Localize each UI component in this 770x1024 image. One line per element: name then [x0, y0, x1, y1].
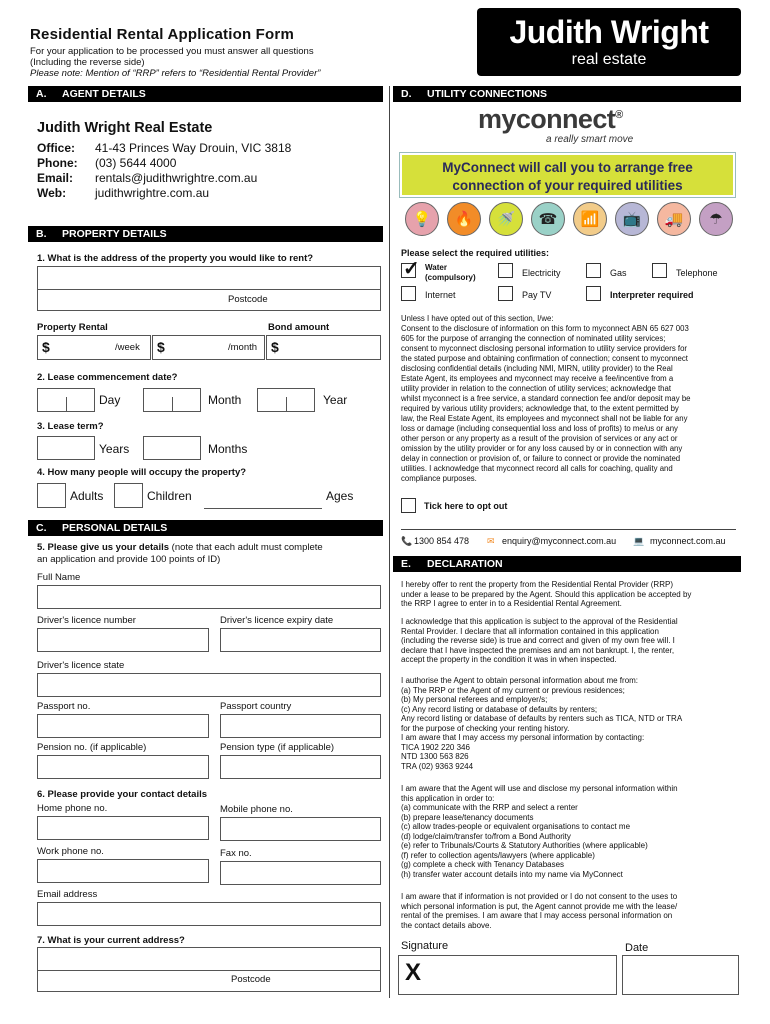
- declaration-p1: [401, 580, 736, 609]
- home-phone-label: Home phone no.: [37, 803, 108, 814]
- declaration-p3: [401, 676, 736, 771]
- licence-no-label: Driver's licence number: [37, 615, 136, 626]
- consent-line: consent to myconnect disclosing personal information to utility service providers for: [401, 344, 688, 353]
- form-title: Residential Rental Application Form: [30, 26, 294, 43]
- flame-icon: 🔥: [447, 202, 481, 236]
- year-input[interactable]: [257, 388, 315, 412]
- declaration-line: for the purpose of checking your renting history.: [401, 723, 570, 733]
- consent-line: utilities. I acknowledge that myconnect record all calls for coaching, quality and: [401, 464, 673, 473]
- water-label: Water (compulsory): [425, 263, 476, 282]
- day-label: Day: [99, 393, 121, 407]
- pension-type-input[interactable]: [220, 755, 381, 779]
- section-letter: E.: [401, 558, 411, 570]
- section-letter: A.: [36, 88, 47, 100]
- interpreter-label: Interpreter required: [610, 290, 694, 300]
- consent-line: loss or damage (including consequential loss and loss of profits) to me/us or any: [401, 424, 678, 433]
- declaration-line: the RRP I agree to enter in to a Residential Rental Agreement.: [401, 599, 622, 608]
- licence-expiry-label: Driver's licence expiry date: [220, 615, 334, 626]
- consent-line: other person or any property as a result of the provision of services or any act or: [401, 434, 678, 443]
- pension-type-label: Pension type (if applicable): [220, 742, 335, 753]
- consent-line: Consent to the disclosure of information on this form to myconnect ABN 65 627 003: [401, 324, 689, 333]
- q6-label: 6. Please provide your contact details: [37, 789, 208, 800]
- interpreter-checkbox[interactable]: [586, 286, 601, 301]
- adults-label: Adults: [70, 489, 104, 503]
- consent-line: the stated purpose and obtaining confirmation of connection; consent to myconnect: [401, 354, 688, 363]
- declaration-line: (h) transfer water account details into my name via MyConnect: [401, 869, 623, 879]
- year-label: Year: [323, 393, 348, 407]
- section-title: UTILITY CONNECTIONS: [427, 88, 547, 100]
- licence-no-input[interactable]: [37, 628, 209, 652]
- declaration-line: (d) lodge/claim/transfer to/from a Bond Authority: [401, 831, 571, 841]
- myconnect-logo: myconnect®: [478, 104, 623, 134]
- postcode-label: Postcode: [231, 974, 271, 985]
- declaration-line: I am aware that the Agent will use and disclose my personal information within: [401, 784, 678, 793]
- declaration-line: under a lease to be prepared by the Agent. Should this application be accepted by: [401, 589, 692, 599]
- section-letter: C.: [36, 522, 47, 534]
- banner-line-2: connection of your required utilities: [452, 178, 683, 193]
- declaration-line: Rental Provider. I declare that all information contained in this application: [401, 626, 659, 636]
- q1-label: 1. What is the address of the property you would like to rent?: [37, 253, 314, 264]
- signature-input[interactable]: [398, 955, 617, 995]
- laptop-icon: 💻: [633, 536, 645, 546]
- dollar-sign: $: [271, 339, 279, 355]
- ages-line[interactable]: [204, 508, 322, 509]
- section-d-header: [393, 86, 741, 102]
- date-label: Date: [625, 942, 649, 954]
- declaration-line: (including the reverse side) is true and correct and given of my own free will. I: [401, 636, 675, 645]
- property-address-input[interactable]: [37, 266, 381, 311]
- declaration-line: (a) The RRP or the Agent of my current or previous residences;: [401, 685, 625, 695]
- bond-amount-label: Bond amount: [268, 322, 330, 333]
- declaration-line: (c) allow trades-people or equivalent organisations to contact me: [401, 822, 631, 831]
- telephone-checkbox[interactable]: [652, 263, 667, 278]
- consent-line: law, the Real Estate Agent, its employees and myconnect shall not be liable for any: [401, 414, 688, 423]
- ages-label: Ages: [326, 489, 354, 503]
- fax-input[interactable]: [220, 861, 381, 885]
- section-title: PROPERTY DETAILS: [62, 228, 167, 240]
- declaration-line: I acknowledge that this application is subject to the approval of the Residential: [401, 617, 678, 626]
- work-phone-label: Work phone no.: [37, 846, 104, 857]
- declaration-line: TICA 1902 220 346: [401, 742, 470, 752]
- declaration-p4: [401, 784, 736, 879]
- consent-line: Unless I have opted out of this section, I/we:: [401, 314, 554, 323]
- declaration-p5: [401, 892, 736, 930]
- passport-no-input[interactable]: [37, 714, 209, 738]
- declaration-p2: [401, 617, 736, 665]
- declaration-line: (e) refer to Tribunals/Courts & Statutory Authorities (where applicable): [401, 841, 648, 850]
- section-title: AGENT DETAILS: [62, 88, 146, 100]
- shower-icon: 🚿: [489, 202, 523, 236]
- declaration-line: the contact details above.: [401, 920, 492, 930]
- declaration-line: accept the property in the condition it was in when inspected.: [401, 655, 617, 664]
- paytv-checkbox[interactable]: [498, 286, 513, 301]
- agent-phone: Phone: (03) 5644 4000: [37, 156, 177, 170]
- q2-label: 2. Lease commencement date?: [37, 372, 178, 383]
- truck-icon: 🚚: [657, 202, 691, 236]
- dollar-sign: $: [42, 339, 50, 355]
- full-name-input[interactable]: [37, 585, 381, 609]
- internet-checkbox[interactable]: [401, 286, 416, 301]
- day-input[interactable]: [37, 388, 95, 412]
- month-label: Month: [208, 393, 242, 407]
- q7-label: 7. What is your current address?: [37, 935, 185, 946]
- select-utilities-label: Please select the required utilities:: [401, 248, 550, 258]
- optout-checkbox[interactable]: [401, 498, 416, 513]
- column-divider: [389, 86, 390, 998]
- consent-line: delay in connection or provision of, or failure to connect or provide the nominated: [401, 454, 681, 463]
- passport-country-input[interactable]: [220, 714, 381, 738]
- internet-label: Internet: [425, 290, 456, 300]
- declaration-line: (c) Any record listing or database of defaults by renters;: [401, 704, 598, 714]
- envelope-icon: ✉: [487, 536, 495, 546]
- consent-line: disclosing confidential details (including NMI, MIRN, utility provider) to the Real: [401, 364, 673, 373]
- divider: [401, 529, 736, 530]
- q3-label: 3. Lease term?: [37, 421, 104, 432]
- passport-no-label: Passport no.: [37, 701, 91, 712]
- section-e-header: [393, 556, 741, 572]
- email-input[interactable]: [37, 902, 381, 926]
- declaration-line: (f) refer to collection agents/lawyers (where applicable): [401, 850, 595, 860]
- consent-line: compliance purposes.: [401, 474, 477, 483]
- monthly-rent-input[interactable]: [152, 335, 265, 360]
- consent-line: utility provider in relation to the connection of utility services; acknowledge that: [401, 384, 672, 393]
- declaration-line: which personal information is put, the Agent cannot provide me with the lease/: [401, 901, 678, 911]
- rrp-note: Please note: Mention of “RRP” refers to “Residential Rental Provider”: [30, 68, 321, 79]
- agent-office: Office: 41-43 Princes Way Drouin, VIC 3818: [37, 141, 292, 155]
- lease-years-input[interactable]: [37, 436, 95, 460]
- section-title: DECLARATION: [427, 558, 503, 570]
- mc-email: enquiry@myconnect.com.au: [502, 536, 617, 546]
- property-rental-label: Property Rental: [37, 322, 108, 333]
- optout-label: Tick here to opt out: [424, 501, 508, 511]
- licence-expiry-input[interactable]: [220, 628, 381, 652]
- declaration-line: (b) My personal referees and employer/s;: [401, 695, 548, 704]
- phone-icon: ☎: [531, 202, 565, 236]
- consent-text: [401, 314, 736, 484]
- years-label: Years: [99, 442, 130, 456]
- logo-main-text: Judith Wright: [509, 14, 709, 50]
- q5-label: 5. Please give us your details (note that each adult must complete an application and provide 100 points of ID): [37, 542, 323, 565]
- per-month-label: /month: [228, 342, 258, 353]
- gas-label: Gas: [610, 268, 627, 278]
- q4-label: 4. How many people will occupy the property?: [37, 467, 247, 478]
- postcode-label: Postcode: [228, 294, 268, 305]
- home-phone-input[interactable]: [37, 816, 209, 840]
- current-address-input[interactable]: [37, 947, 381, 992]
- section-letter: B.: [36, 228, 47, 240]
- passport-country-label: Passport country: [220, 701, 292, 712]
- declaration-line: declare that I have inspected the premises and am not bankrupt. I, the renter,: [401, 645, 675, 655]
- checkmark-icon: ✓: [403, 258, 420, 280]
- section-a-header: [28, 86, 383, 102]
- declaration-line: rental of the premises. I am aware that I may access personal information on: [401, 911, 673, 920]
- tv-icon: 📺: [615, 202, 649, 236]
- signature-label: Signature: [401, 940, 449, 952]
- myconnect-tagline: a really smart move: [546, 134, 634, 145]
- electricity-label: Electricity: [522, 268, 561, 278]
- licence-state-label: Driver's licence state: [37, 660, 125, 671]
- agent-web: Web: judithwrightre.com.au: [37, 186, 210, 200]
- months-label: Months: [208, 442, 248, 456]
- declaration-line: (g) complete a check with Tenancy Databases: [401, 860, 565, 869]
- phone-icon: 📞: [401, 536, 413, 546]
- consent-line: required by various utility providers; acknowledge that, to the extent permitted by: [401, 404, 679, 413]
- full-name-label: Full Name: [37, 572, 81, 583]
- licence-state-input[interactable]: [37, 673, 381, 697]
- telephone-label: Telephone: [676, 268, 718, 278]
- month-input[interactable]: [143, 388, 201, 412]
- consent-line: 605 for the purpose of arranging the connection of nominated utility services;: [401, 334, 666, 343]
- banner-line-1: MyConnect will call you to arrange free: [442, 160, 693, 175]
- work-phone-input[interactable]: [37, 859, 209, 883]
- electricity-checkbox[interactable]: [498, 263, 513, 278]
- declaration-line: I authorise the Agent to obtain personal information about me from:: [401, 676, 639, 685]
- myconnect-banner: [400, 153, 735, 197]
- consent-line: whilst myconnect is a free service, a standard connection fee and/or deposit may be: [401, 394, 691, 403]
- consent-line: omission by the utility provider or for any loss caused by or in connection with any: [401, 444, 683, 453]
- judith-wright-logo: [477, 8, 741, 76]
- declaration-line: (a) communicate with the RRP and select a renter: [401, 803, 578, 812]
- router-icon: 📶: [573, 202, 607, 236]
- mc-web: myconnect.com.au: [650, 536, 726, 546]
- declaration-line: I am aware that I may access my personal information by contacting:: [401, 733, 645, 742]
- weekly-rent-input[interactable]: [37, 335, 151, 360]
- section-c-header: [28, 520, 383, 536]
- declaration-line: Any record listing or database of defaults by renters such as TICA, NTD or TRA: [401, 714, 683, 723]
- declaration-line: this application in order to:: [401, 793, 495, 803]
- dollar-sign: $: [157, 339, 165, 355]
- consent-line: Estate Agent, its employees and myconnect may receive a fee/incentive from a: [401, 374, 674, 383]
- declaration-line: (b) prepare lease/tenancy documents: [401, 812, 534, 822]
- pension-no-label: Pension no. (if applicable): [37, 742, 147, 753]
- section-b-header: [28, 226, 383, 242]
- fax-label: Fax no.: [220, 848, 252, 859]
- agent-email: Email: rentals@judithwrightre.com.au: [37, 171, 258, 185]
- agent-name: Judith Wright Real Estate: [37, 120, 213, 136]
- mobile-phone-input[interactable]: [220, 817, 381, 841]
- children-label: Children: [147, 489, 192, 503]
- declaration-line: NTD 1300 563 826: [401, 752, 469, 761]
- pension-no-input[interactable]: [37, 755, 209, 779]
- gas-checkbox[interactable]: [586, 263, 601, 278]
- paytv-label: Pay TV: [522, 290, 552, 300]
- date-input[interactable]: [622, 955, 739, 995]
- utility-icons: [405, 202, 735, 240]
- declaration-line: I am aware that if information is not provided or I do not consent to the uses to: [401, 892, 678, 901]
- mc-phone: 1300 854 478: [414, 536, 470, 546]
- adults-input[interactable]: [37, 483, 66, 508]
- bulb-icon: 💡: [405, 202, 439, 236]
- section-letter: D.: [401, 88, 412, 100]
- x-mark: X: [405, 959, 422, 986]
- instruction-line-1: For your application to be processed you must answer all questions: [30, 46, 314, 57]
- declaration-line: TRA (02) 9363 9244: [401, 761, 474, 771]
- myconnect-contacts: [401, 536, 736, 548]
- mobile-phone-label: Mobile phone no.: [220, 804, 293, 815]
- logo-sub-text: real estate: [571, 51, 647, 68]
- email-label: Email address: [37, 889, 98, 900]
- instruction-line-2: (Including the reverse side): [30, 57, 145, 68]
- lease-months-input[interactable]: [143, 436, 201, 460]
- per-week-label: /week: [115, 342, 140, 353]
- bond-amount-input[interactable]: [266, 335, 381, 360]
- section-title: PERSONAL DETAILS: [62, 522, 168, 534]
- declaration-line: I hereby offer to rent the property from the Residential Rental Provider (RRP): [401, 580, 673, 589]
- children-input[interactable]: [114, 483, 143, 508]
- umbrella-icon: ☂: [699, 202, 733, 236]
- water-checkbox[interactable]: [401, 258, 420, 280]
